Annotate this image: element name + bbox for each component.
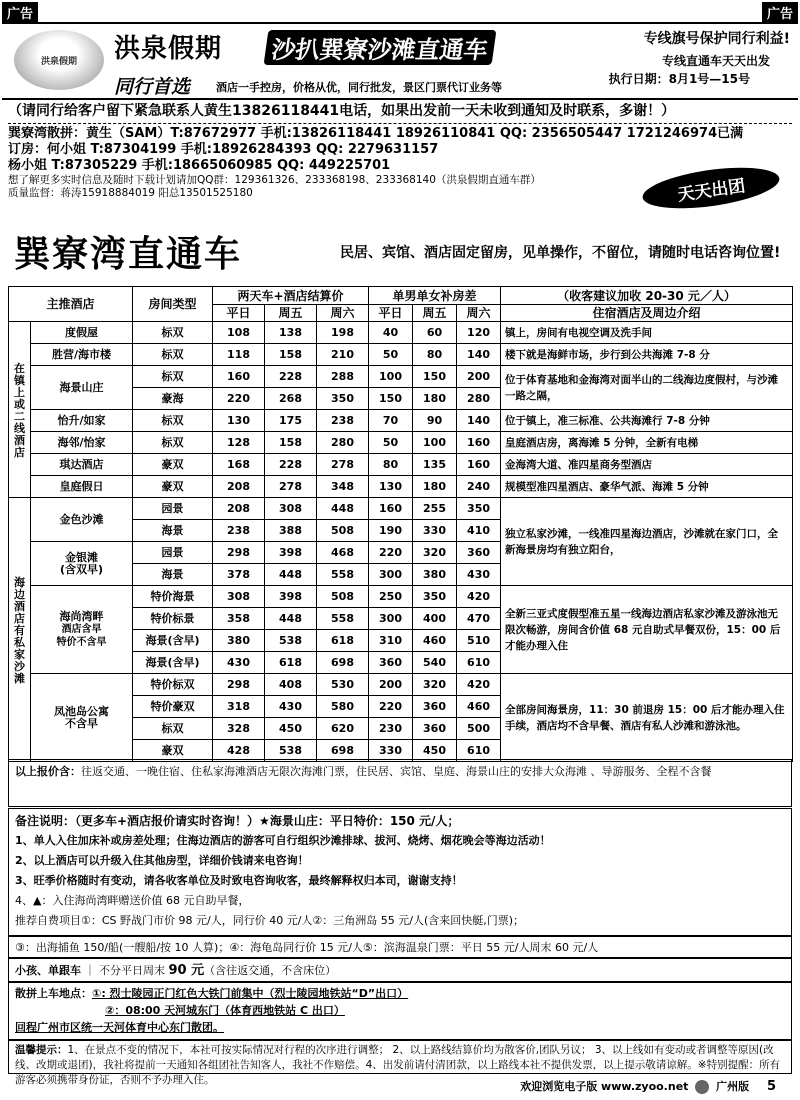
price-cell: 228 [265, 366, 317, 388]
price-cell: 398 [265, 586, 317, 608]
ad-label-right: 广告 [762, 2, 798, 23]
hotel-desc: 镇上，房间有电视空调及洗手间 [501, 322, 793, 344]
price-cell: 618 [265, 652, 317, 674]
price-cell: 180 [413, 476, 457, 498]
top-right-line2: 专线直通车天天出发 [661, 54, 770, 68]
price-cell: 120 [457, 322, 501, 344]
remarks [8, 808, 792, 936]
room-type: 海景(含早) [133, 652, 213, 674]
price-cell: 220 [369, 542, 413, 564]
hotel-desc: 皇庭酒店房，离海滩 5 分钟，全新有电梯 [501, 432, 793, 454]
price-cell: 255 [413, 498, 457, 520]
room-type: 海景(含早) [133, 630, 213, 652]
price-cell: 530 [317, 674, 369, 696]
hotel-desc: 位于镇上，准三标准、公共海滩行 7-8 分钟 [501, 410, 793, 432]
price-cell: 278 [317, 454, 369, 476]
sub-header: 周五 [265, 305, 317, 322]
price-cell: 150 [413, 366, 457, 388]
includes-text: 往返交通、一晚住宿、住私家海滩酒店无限次海滩门票，住民居、宾馆、皇庭、海景山庄的安排大众海滩 、导游服务、全程不含餐 [81, 765, 712, 778]
hotel-name: 怡升/如家 [31, 410, 133, 432]
room-type: 特价豪双 [133, 696, 213, 718]
price-cell: 410 [457, 520, 501, 542]
price-cell: 468 [317, 542, 369, 564]
price-cell: 160 [457, 454, 501, 476]
footer [0, 1078, 800, 1094]
price-cell: 280 [317, 432, 369, 454]
price-cell: 40 [369, 322, 413, 344]
room-type: 海景 [133, 564, 213, 586]
hotel-name: 琪达酒店 [31, 454, 133, 476]
remark-line: ③：出海捕鱼 150/船(一艘船/按 10 人算)；④：海龟岛同行价 15 元/人⑤：滨海温泉门票：平日 55 元/人周末 60 元/人 [15, 941, 599, 954]
price-cell: 158 [265, 344, 317, 366]
price-cell: 610 [457, 652, 501, 674]
price-cell: 448 [265, 608, 317, 630]
company-logo [14, 30, 104, 90]
price-cell: 580 [317, 696, 369, 718]
price-cell: 378 [213, 564, 265, 586]
price-cell: 70 [369, 410, 413, 432]
hotel-desc: 楼下就是海鲜市场，步行到公共海滩 7-8 分 [501, 344, 793, 366]
brand-name: 洪泉假期 [114, 34, 223, 64]
price-cell: 190 [369, 520, 413, 542]
room-type: 豪双 [133, 740, 213, 762]
price-cell: 198 [317, 322, 369, 344]
hotel-name: 金银滩 [65, 550, 98, 564]
hotel-name: 皇庭假日 [31, 476, 133, 498]
remarks-extra [8, 936, 792, 958]
price-cell: 180 [413, 388, 457, 410]
hotel-name: 度假屋 [31, 322, 133, 344]
price-cell: 50 [369, 432, 413, 454]
quality-supervision: 质量监督：蒋涛15918884019 阳总13501525180 [8, 187, 253, 199]
hotel-name-note: 不含早 [65, 716, 98, 730]
price-cell: 510 [457, 630, 501, 652]
price-cell: 130 [213, 410, 265, 432]
remark-line: 4、▲：入住海尚湾畔赠送价值 68 元自助早餐， [15, 894, 250, 907]
daily-departure-badge: 天天出团 [640, 161, 782, 216]
price-cell: 308 [265, 498, 317, 520]
tips-text: 1、在景点不变的情况下，本社可按实际情况对行程的次序进行调整； 2、以上路线结算价均为散客价,团队另议； 3、以上线如有变动或者调整等原因(改线、改期或退团)，我社将提前一天通知各组团社告知客人，我社不作赔偿。4、出发前请付清团款，以上路线本社不提供发票，以上提示敬请谅解。※特别提醒：所有游客必须携带身份证，否则不予办理入住。 [15, 1044, 781, 1086]
headline-note: 民居、宾馆、酒店固定留房，见单操作，不留位，请随时电话咨询位置! [340, 245, 781, 261]
price-cell: 320 [413, 674, 457, 696]
price-cell: 538 [265, 630, 317, 652]
price-cell: 500 [457, 718, 501, 740]
price-cell: 360 [413, 696, 457, 718]
price-cell: 430 [265, 696, 317, 718]
remark-line: 推荐自费项目①：CS 野战门市价 98 元/人，同行价 40 元/人②：三角洲岛 55 元/人(含来回快艇,门票)； [15, 914, 525, 927]
price-cell: 208 [213, 498, 265, 520]
footer-site: 欢迎浏览电子版 www.zyoo.net [520, 1080, 689, 1093]
price-cell: 308 [213, 586, 265, 608]
hotel-name: 金色沙滩 [31, 498, 133, 542]
price-cell: 420 [457, 586, 501, 608]
room-type: 海景 [133, 520, 213, 542]
price-cell: 460 [457, 696, 501, 718]
logo-text: 洪泉假期 [40, 56, 77, 67]
hotel-name-note: (含双早) [59, 562, 104, 576]
child-tail: （含往返交通，不含床位） [204, 964, 337, 977]
price-cell: 300 [369, 564, 413, 586]
room-type: 豪双 [133, 476, 213, 498]
price-cell: 400 [413, 608, 457, 630]
price-cell: 470 [457, 608, 501, 630]
price-cell: 175 [265, 410, 317, 432]
room-type: 标双 [133, 366, 213, 388]
price-cell: 448 [265, 564, 317, 586]
sub-header: 周六 [317, 305, 369, 322]
hotel-name-cell [31, 674, 133, 762]
price-cell: 200 [457, 366, 501, 388]
top-right-line1: 专线旗号保护同行利益! [643, 31, 790, 47]
price-includes [8, 759, 792, 807]
price-cell: 698 [317, 740, 369, 762]
hotel-desc: 全新三亚式度假型准五星一线海边酒店私家沙滩及游泳池无限次畅游，房间含价值 68 元自助式早餐双份，15：00 后才能办理入住 [501, 586, 793, 674]
price-cell: 448 [317, 498, 369, 520]
tips [8, 1040, 792, 1086]
footer-logo-icon [695, 1080, 709, 1094]
price-cell: 160 [457, 432, 501, 454]
room-type: 标双 [133, 322, 213, 344]
hotel-desc: 全部房间海景房，11：30 前退房 15：00 后才能办理入住手续，酒店均不含早餐、酒店有私人沙滩和游泳池。 [501, 674, 793, 762]
price-cell: 360 [457, 542, 501, 564]
price-cell: 398 [265, 542, 317, 564]
hotel-desc: 金海湾大道、准四星商务型酒店 [501, 454, 793, 476]
hotel-name: 海尚湾畔 [59, 609, 104, 623]
hotel-name: 凤池岛公寓 [54, 704, 109, 718]
price-cell: 430 [213, 652, 265, 674]
price-cell: 160 [213, 366, 265, 388]
header-price: 两天车+酒店结算价 [213, 287, 369, 305]
price-cell: 240 [457, 476, 501, 498]
sub-header: 周五 [413, 305, 457, 322]
price-cell: 430 [457, 564, 501, 586]
price-cell: 360 [413, 718, 457, 740]
price-cell: 220 [369, 696, 413, 718]
price-cell: 558 [317, 608, 369, 630]
price-cell: 100 [413, 432, 457, 454]
price-cell: 210 [317, 344, 369, 366]
pickup-point-1: ①: 烈士陵园正门红色大铁门前集中（烈士陵园地铁站“D”出口） [92, 987, 409, 1000]
notice: （请同行给客户留下紧急联系人黄生13826118441电话，如果出发前一天未收到通知及时联系，多谢！） [8, 103, 676, 119]
price-cell: 278 [265, 476, 317, 498]
price-cell: 350 [317, 388, 369, 410]
price-cell: 358 [213, 608, 265, 630]
price-cell: 130 [369, 476, 413, 498]
group-label-town: 在镇上或二线酒店 [9, 322, 31, 498]
price-cell: 508 [317, 520, 369, 542]
room-type: 标双 [133, 344, 213, 366]
price-cell: 118 [213, 344, 265, 366]
price-cell: 320 [413, 542, 457, 564]
hotel-name-note: 酒店含早 [61, 623, 102, 635]
price-cell: 330 [413, 520, 457, 542]
tips-label: 温馨提示： [15, 1044, 68, 1056]
hotel-desc: 规模型准四星酒店、豪华气派、海滩 5 分钟 [501, 476, 793, 498]
price-cell: 508 [317, 586, 369, 608]
room-type: 标双 [133, 432, 213, 454]
ad-label-left: 广告 [2, 2, 38, 23]
brand-sub1: 同行首选 [114, 76, 191, 98]
room-type: 标双 [133, 410, 213, 432]
sub-header: 平日 [213, 305, 265, 322]
price-table [8, 286, 793, 762]
price-cell: 200 [369, 674, 413, 696]
top-right-line3: 执行日期：8月1号—15号 [608, 72, 750, 86]
price-cell: 558 [317, 564, 369, 586]
child-price-value: 90 元 [168, 963, 205, 978]
price-cell: 450 [413, 740, 457, 762]
remark-line: 2、以上酒店可以升级入住其他房型，详细价钱请来电咨询！ [15, 854, 309, 867]
room-type: 特价标双 [133, 674, 213, 696]
contact-line: 订房：何小姐 T:87304199 手机:18926284393 QQ: 2279631157 [8, 142, 439, 157]
price-cell: 80 [413, 344, 457, 366]
price-cell: 350 [413, 586, 457, 608]
sub-header: 平日 [369, 305, 413, 322]
qq-group-info: 想了解更多实时信息及随时下载计划请加QQ群：129361326、233368198、233368140（洪泉假期直通车群） [8, 174, 541, 186]
room-type: 特价标景 [133, 608, 213, 630]
top-rule [2, 22, 798, 24]
price-cell: 538 [265, 740, 317, 762]
brand-sub2: 酒店一手控房，价格从优，同行批发，景区门票代订业务等 [216, 81, 502, 94]
price-cell: 160 [369, 498, 413, 520]
price-cell: 158 [265, 432, 317, 454]
room-type: 豪海 [133, 388, 213, 410]
price-cell: 208 [213, 476, 265, 498]
price-cell: 698 [317, 652, 369, 674]
price-cell: 230 [369, 718, 413, 740]
page-number: 5 [766, 1079, 776, 1094]
price-cell: 460 [413, 630, 457, 652]
child-price: 小孩、单跟车 ｜ 不分平日周末 90 元（含往返交通，不含床位） [8, 958, 792, 982]
price-cell: 140 [457, 410, 501, 432]
return-point: 回程广州市区统一天河体育中心东门散团。 [15, 1021, 224, 1034]
hotel-desc: 独立私家沙滩，一线准四星海边酒店，沙滩就在家门口，全新海景房均有独立阳台， [501, 498, 793, 586]
price-cell: 298 [213, 542, 265, 564]
room-type: 园景 [133, 542, 213, 564]
room-type: 特价海景 [133, 586, 213, 608]
price-cell: 450 [265, 718, 317, 740]
price-cell: 50 [369, 344, 413, 366]
footer-edition: 广州版 [716, 1080, 750, 1093]
child-label: 小孩、单跟车 [15, 964, 81, 977]
hotel-name-cell [31, 542, 133, 586]
contact-line: 杨小姐 T:87305229 手机:18665060985 QQ: 449225701 [8, 158, 391, 173]
price-cell: 328 [213, 718, 265, 740]
price-cell: 350 [457, 498, 501, 520]
price-cell: 380 [413, 564, 457, 586]
price-cell: 250 [369, 586, 413, 608]
header-single-diff: 单男单女补房差 [369, 287, 501, 305]
hotel-name: 海景山庄 [31, 366, 133, 410]
price-cell: 318 [213, 696, 265, 718]
hotel-name-cell [31, 586, 133, 674]
price-cell: 228 [265, 454, 317, 476]
price-cell: 348 [317, 476, 369, 498]
price-cell: 380 [213, 630, 265, 652]
room-type: 标双 [133, 718, 213, 740]
price-cell: 310 [369, 630, 413, 652]
header-hotel: 主推酒店 [9, 287, 133, 322]
header-room-type: 房间类型 [133, 287, 213, 322]
price-cell: 100 [369, 366, 413, 388]
child-text: 不分平日周末 [99, 964, 165, 977]
price-cell: 610 [457, 740, 501, 762]
price-cell: 80 [369, 454, 413, 476]
price-cell: 268 [265, 388, 317, 410]
price-cell: 238 [317, 410, 369, 432]
sub-header-note: 住宿酒店及周边介绍 [501, 305, 793, 322]
hotel-name: 胜营/海市楼 [31, 344, 133, 366]
price-cell: 140 [457, 344, 501, 366]
headline: 巽寮湾直通车 [14, 234, 243, 275]
price-cell: 420 [457, 674, 501, 696]
remark-line: 1、单人入住加床补或房差处理；住海边酒店的游客可自行组织沙滩排球、拔河、烧烤、烟花晚会等海边活动！ [15, 834, 551, 847]
price-cell: 540 [413, 652, 457, 674]
pickup-label: 散拼上车地点： [15, 987, 92, 1000]
remarks-title: 备注说明：（更多车+酒店报价请实时咨询！）★海景山庄：平日特价：150 元/人； [15, 814, 460, 828]
price-cell: 108 [213, 322, 265, 344]
pickup-point-2: ②：08:00 天河城东门（体育西地铁站 C 出口） [105, 1004, 345, 1017]
header-note: （收客建议加收 20-30 元／人） [501, 287, 793, 305]
brand-slogan: 沙扒巽寮沙滩直通车 [264, 30, 497, 65]
contact-line: 巽寮湾散拼：黄生（SAM）T:87672977 手机:13826118441 18926110841 QQ: 2356505447 1721246974已满 [8, 126, 744, 141]
price-cell: 60 [413, 322, 457, 344]
hotel-desc: 位于体育基地和金海湾对面半山的二线海边度假村，与沙滩一路之隔， [501, 366, 793, 410]
price-cell: 288 [317, 366, 369, 388]
price-cell: 128 [213, 432, 265, 454]
price-cell: 428 [213, 740, 265, 762]
price-cell: 220 [213, 388, 265, 410]
price-cell: 360 [369, 652, 413, 674]
price-cell: 298 [213, 674, 265, 696]
hotel-name-note: 特价不含早 [56, 636, 107, 648]
price-cell: 330 [369, 740, 413, 762]
price-cell: 408 [265, 674, 317, 696]
price-cell: 138 [265, 322, 317, 344]
group-label-beach: 海边酒店有私家沙滩 [9, 498, 31, 762]
price-cell: 280 [457, 388, 501, 410]
price-cell: 620 [317, 718, 369, 740]
price-cell: 238 [213, 520, 265, 542]
room-type: 园景 [133, 498, 213, 520]
header-rule [2, 98, 798, 100]
hotel-name: 海邻/怡家 [31, 432, 133, 454]
includes-label: 以上报价含： [15, 765, 81, 778]
price-cell: 300 [369, 608, 413, 630]
remark-line: 3、旺季价格随时有变动，请各收客单位及时致电咨询收客，最终解释权归本司，谢谢支持！ [15, 874, 463, 887]
price-cell: 168 [213, 454, 265, 476]
price-cell: 388 [265, 520, 317, 542]
price-cell: 90 [413, 410, 457, 432]
sub-header: 周六 [457, 305, 501, 322]
price-cell: 150 [369, 388, 413, 410]
price-cell: 135 [413, 454, 457, 476]
room-type: 豪双 [133, 454, 213, 476]
price-cell: 618 [317, 630, 369, 652]
pickup-points [8, 982, 792, 1040]
